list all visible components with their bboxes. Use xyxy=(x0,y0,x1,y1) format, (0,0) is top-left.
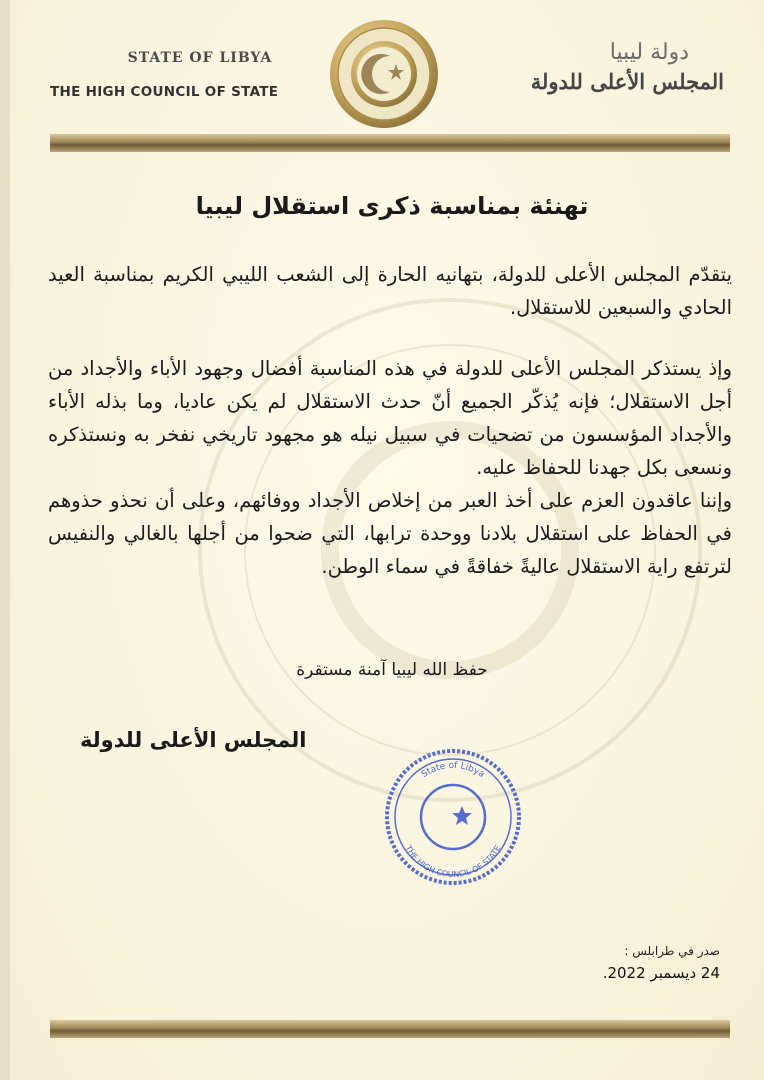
council-stamp-icon xyxy=(382,746,524,888)
stamp-text-top: State of Libya xyxy=(419,760,487,781)
header-arabic xyxy=(504,40,724,94)
letter-body xyxy=(48,258,732,583)
crescent-star-seal-icon xyxy=(328,18,440,130)
body-paragraph: وإننا عاقدون العزم على أخذ العبر من إخلاص الأجداد ووفائهم، وعلى أن نحذو حذوهم في الحفاظ على استقلال بلادنا ووحدة ترابها، التي ضحوا من أجلها بالغالي والنفيس لترتفع راية الاستقلال عاليةً خفاقةً في سماء الوطن. xyxy=(48,489,732,578)
stamp-text-bottom: THE HIGH COUNCIL OF STATE xyxy=(403,843,503,880)
closing-line: حفظ الله ليبيا آمنة مستقرة xyxy=(296,660,488,680)
header-gold-rule xyxy=(50,134,730,152)
issued-date: 24 ديسمبر 2022. xyxy=(602,964,720,982)
council-name-en: THE HIGH COUNCIL OF STATE xyxy=(50,84,279,100)
issued-place: صدر في طرابلس : xyxy=(624,944,720,958)
council-name-ar: المجلس الأعلى للدولة xyxy=(530,69,724,94)
state-name-ar: دولة ليبيا xyxy=(609,40,689,65)
body-paragraph: وإذ يستذكر المجلس الأعلى للدولة في هذه المناسبة أفضال وجهود الأباء والأجداد من أجل الاستقلال؛ فإنه يُذكّر الجميع أنّ حدث الاستقلال لم يكن عاديا، وما بذله الأباء والأجداد المؤسسون من تضحيات في سبيل نيله هو مجهود تاريخي نفخر به ونستذكره ونسعى بكل جهدنا للحفاظ عليه. xyxy=(48,357,732,479)
footer-gold-rule xyxy=(50,1020,730,1038)
signature-line: المجلس الأعلى للدولة xyxy=(80,728,307,752)
body-paragraph: يتقدّم المجلس الأعلى للدولة، بتهانيه الحارة إلى الشعب الليبي الكريم بمناسبة العيد الحادي والسبعين للاستقلال. xyxy=(48,263,732,319)
header-english xyxy=(50,50,300,100)
letter-title: تهنئة بمناسبة ذكرى استقلال ليبيا xyxy=(195,192,589,220)
state-name-en: STATE OF LIBYA xyxy=(127,50,273,66)
